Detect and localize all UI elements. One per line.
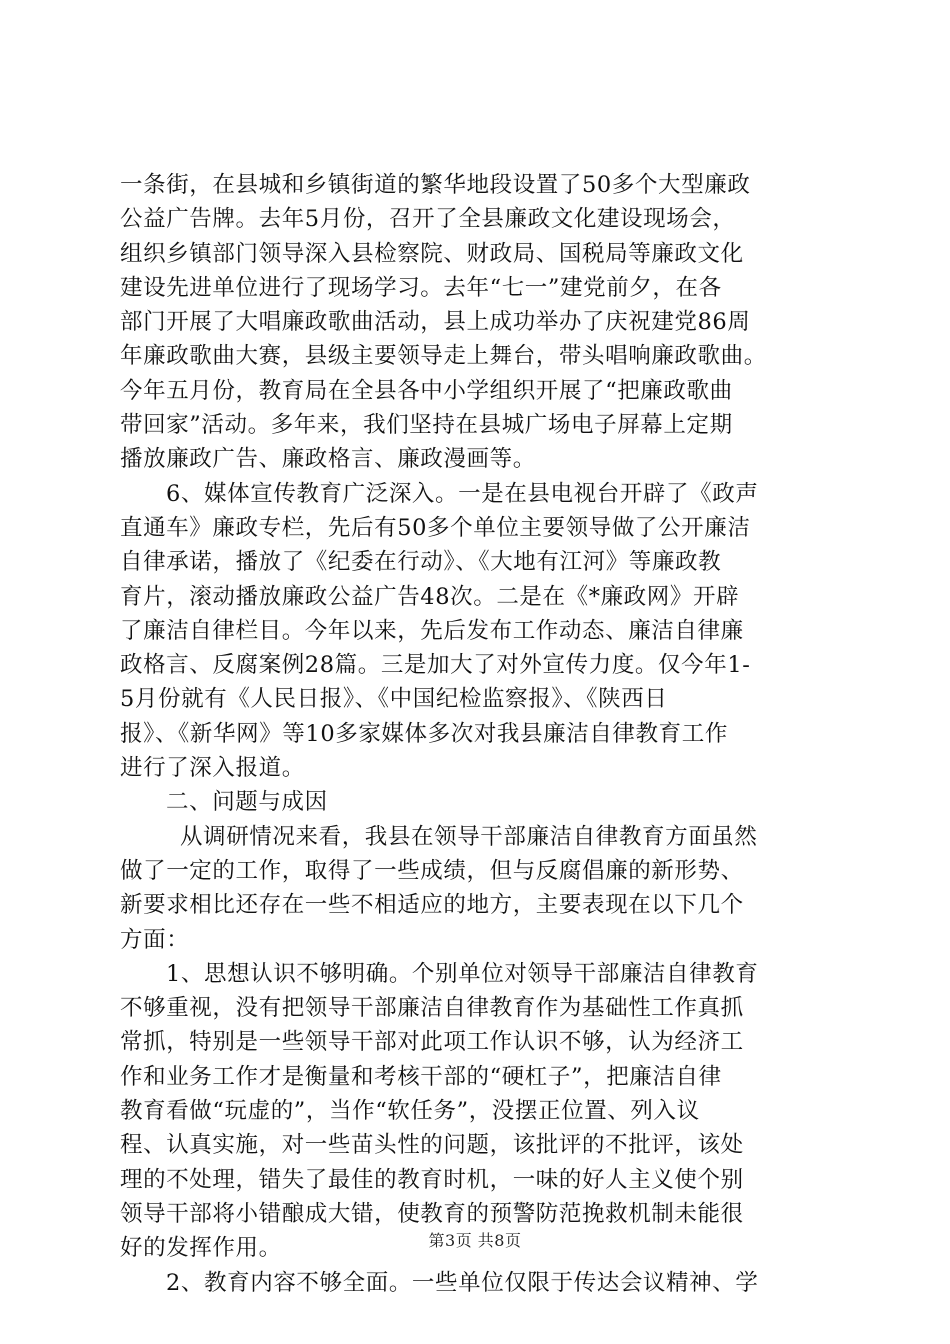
text-line: 直通车》廉政专栏，先后有50多个单位主要领导做了公开廉洁 — [120, 514, 751, 541]
text-line: 做了一定的工作，取得了一些成绩，但与反腐倡廉的新形势、 — [120, 857, 744, 884]
text-line: 方面： — [120, 926, 190, 953]
text-line: 不够重视，没有把领导干部廉洁自律教育作为基础性工作真抓 — [120, 995, 744, 1022]
text-line: 常抓，特别是一些领导干部对此项工作认识不够，认为经济工 — [120, 1029, 744, 1056]
text-line: 播放廉政广告、廉政格言、廉政漫画等。 — [120, 446, 536, 473]
text-line: 好的发挥作用。 — [120, 1235, 282, 1262]
section-heading: 二、问题与成因 — [166, 789, 328, 816]
paragraph-start: 从调研情况来看，我县在领导干部廉洁自律教育方面虽然 — [180, 823, 758, 850]
paragraph-start: 6、媒体宣传教育广泛深入。一是在县电视台开辟了《政声 — [166, 480, 759, 507]
text-line: 组织乡镇部门领导深入县检察院、财政局、国税局等廉政文化 — [120, 240, 744, 267]
text-line: 进行了深入报道。 — [120, 755, 305, 782]
text-line: 年廉政歌曲大赛，县级主要领导走上舞台，带头唱响廉政歌曲。 — [120, 343, 767, 370]
text-line: 育片，滚动播放廉政公益广告48次。二是在《*廉政网》开辟 — [120, 583, 740, 610]
text-line: 报》、《新华网》等10多家媒体多次对我县廉洁自律教育工作 — [120, 720, 728, 747]
text-line: 教育看做“玩虚的”，当作“软任务”，没摆正位置、列入议 — [120, 1098, 700, 1125]
text-line: 自律承诺，播放了《纪委在行动》、《大地有江河》等廉政教 — [120, 549, 722, 576]
text-line: 公益广告牌。去年5月份，召开了全县廉政文化建设现场会， — [120, 206, 736, 233]
text-line: 程、认真实施，对一些苗头性的问题，该批评的不批评，该处 — [120, 1132, 744, 1159]
text-line: 领导干部将小错酿成大错，使教育的预警防范挽救机制未能很 — [120, 1200, 744, 1227]
text-line: 今年五月份，教育局在全县各中小学组织开展了“把廉政歌曲 — [120, 377, 733, 404]
text-line: 建设先进单位进行了现场学习。去年“七一”建党前夕，在各 — [120, 274, 722, 301]
paragraph-start: 1、思想认识不够明确。个别单位对领导干部廉洁自律教育 — [166, 960, 759, 987]
text-line: 理的不处理，错失了最佳的教育时机，一味的好人主义使个别 — [120, 1166, 744, 1193]
page-footer: 第3页 共8页 — [428, 1231, 522, 1250]
text-line: 一条街，在县城和乡镇街道的繁华地段设置了50多个大型廉政 — [120, 172, 751, 198]
text-line: 了廉洁自律栏目。今年以来，先后发布工作动态、廉洁自律廉 — [120, 617, 744, 644]
document-body — [120, 168, 832, 1300]
text-line: 作和业务工作才是衡量和考核干部的“硬杠子”，把廉洁自律 — [120, 1063, 722, 1090]
text-line: 政格言、反腐案例28篇。三是加大了对外宣传力度。仅今年1- — [120, 652, 751, 679]
text-line: 部门开展了大唱廉政歌曲活动，县上成功举办了庆祝建党86周 — [120, 309, 751, 336]
paragraph-start: 2、教育内容不够全面。一些单位仅限于传达会议精神、学 — [166, 1269, 759, 1296]
text-line: 新要求相比还存在一些不相适应的地方，主要表现在以下几个 — [120, 892, 744, 919]
text-line: 5月份就有《人民日报》、《中国纪检监察报》、《陕西日 — [120, 686, 668, 713]
text-line: 带回家”活动。多年来，我们坚持在县城广场电子屏幕上定期 — [120, 412, 733, 439]
